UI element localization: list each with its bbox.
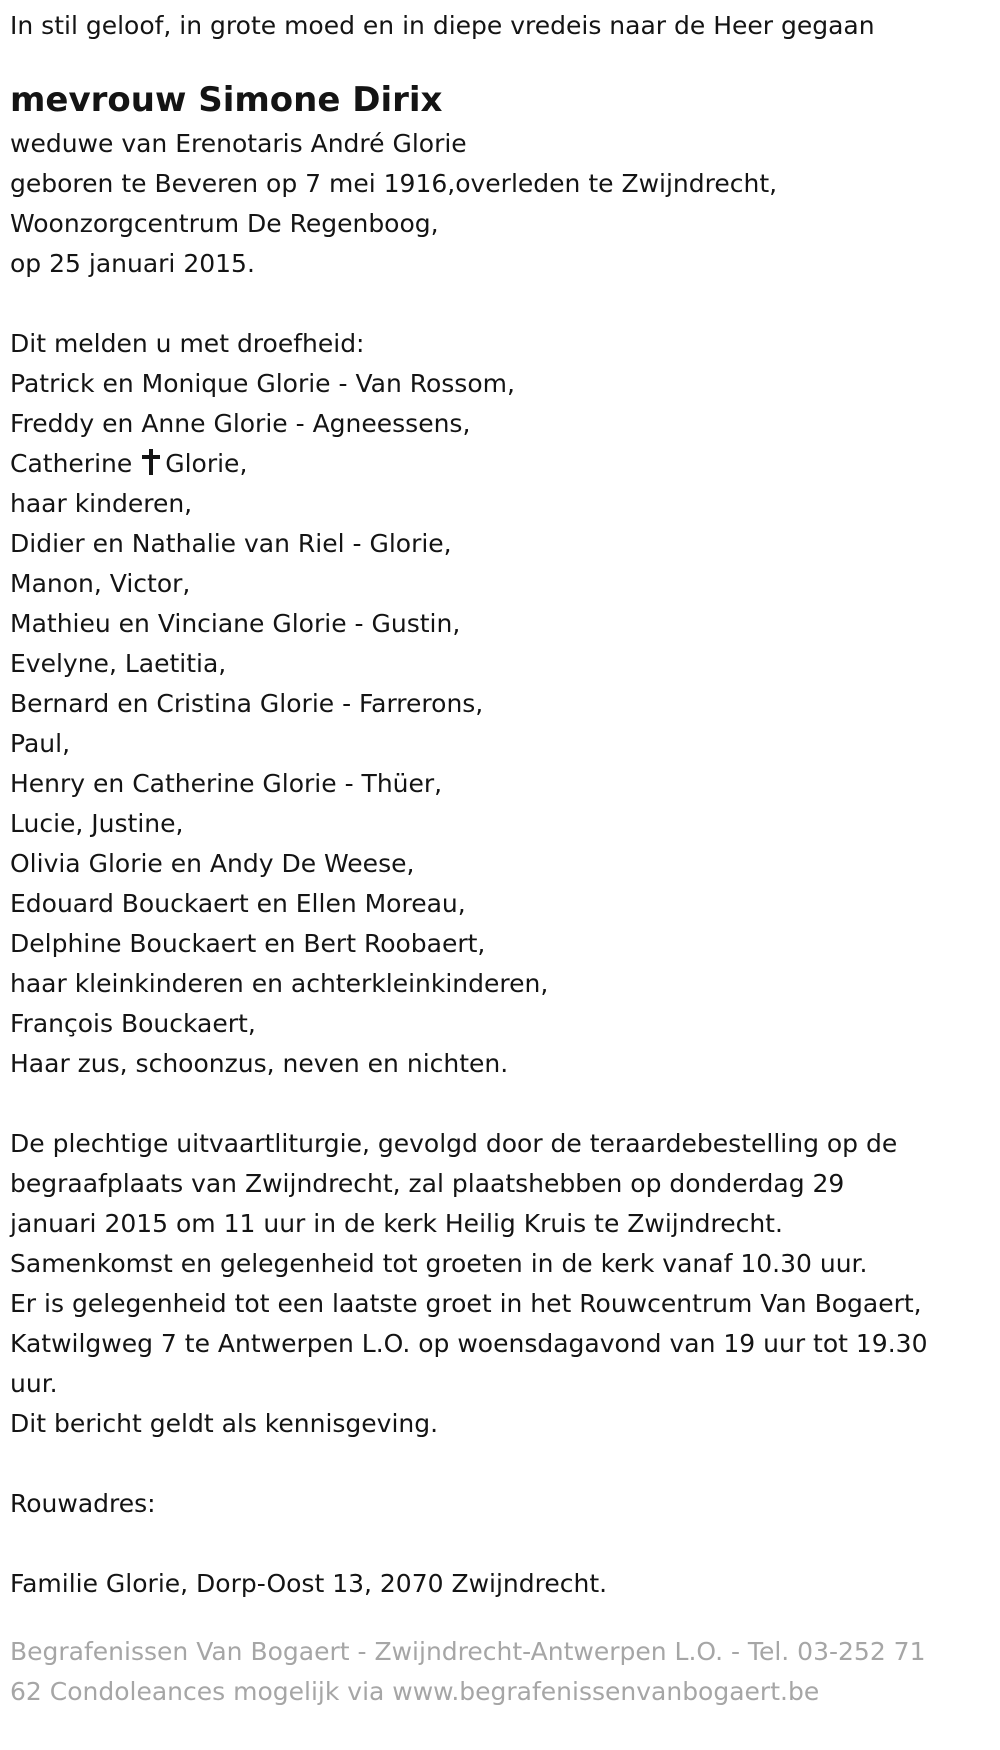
mourner-line: Evelyne, Laetitia, xyxy=(10,649,227,678)
mourner-first-name: Catherine xyxy=(10,449,133,478)
ceremony-line: Katwilgweg 7 te Antwerpen L.O. op woensdagavond van 19 uur tot 19.30 xyxy=(10,1329,928,1358)
address-value: Familie Glorie, Dorp-Oost 13, 2070 Zwijndrecht. xyxy=(10,1569,608,1598)
footer-line: Begrafenissen Van Bogaert - Zwijndrecht-Antwerpen L.O. - Tel. 03-252 71 xyxy=(10,1637,926,1666)
mourner-line: Edouard Bouckaert en Ellen Moreau, xyxy=(10,889,466,918)
funeral-home-footer xyxy=(10,1632,985,1712)
intro-text: In stil geloof, in grote moed en in diepe vredeis naar de Heer gegaan xyxy=(10,11,875,40)
mourner-line: Manon, Victor, xyxy=(10,569,191,598)
footer-line: 62 Condoleances mogelijk via www.begrafenissenvanbogaert.be xyxy=(10,1677,820,1706)
mourners-heading: Dit melden u met droefheid: xyxy=(10,329,365,358)
mourner-line: Patrick en Monique Glorie - Van Rossom, xyxy=(10,369,515,398)
care-home-line: Woonzorgcentrum De Regenboog, xyxy=(10,209,439,238)
ceremony-line: De plechtige uitvaartliturgie, gevolgd door de teraardebestelling op de xyxy=(10,1129,898,1158)
mourner-line: Olivia Glorie en Andy De Weese, xyxy=(10,849,415,878)
mourner-line: Mathieu en Vinciane Glorie - Gustin, xyxy=(10,609,461,638)
mourner-last-name: Glorie, xyxy=(165,449,248,478)
mourner-line: Lucie, Justine, xyxy=(10,809,184,838)
mourner-line: Henry en Catherine Glorie - Thüer, xyxy=(10,769,443,798)
spacer xyxy=(10,1524,985,1564)
mourners-list xyxy=(10,324,985,1084)
widow-line: weduwe van Erenotaris André Glorie xyxy=(10,129,467,158)
obituary-notice xyxy=(10,6,985,1712)
mourner-line: Didier en Nathalie van Riel - Glorie, xyxy=(10,529,452,558)
mourner-line-deceased-daughter xyxy=(10,444,985,484)
mourner-line: François Bouckaert, xyxy=(10,1009,256,1038)
ceremony-line: Dit bericht geldt als kennisgeving. xyxy=(10,1409,439,1438)
ceremony-line: uur. xyxy=(10,1369,58,1398)
deceased-details xyxy=(10,124,985,284)
spacer xyxy=(10,1444,985,1484)
ceremony-line: Samenkomst en gelegenheid tot groeten in de kerk vanaf 10.30 uur. xyxy=(10,1249,868,1278)
mourner-line: Paul, xyxy=(10,729,71,758)
mourner-line: Freddy en Anne Glorie - Agneessens, xyxy=(10,409,471,438)
deceased-name: mevrouw Simone Dirix xyxy=(10,80,443,120)
spacer xyxy=(10,1084,985,1124)
mourner-line: Bernard en Cristina Glorie - Farrerons, xyxy=(10,689,484,718)
ceremony-line: Er is gelegenheid tot een laatste groet in het Rouwcentrum Van Bogaert, xyxy=(10,1289,922,1318)
cross-icon xyxy=(142,449,159,475)
mourner-line: Delphine Bouckaert en Bert Roobaert, xyxy=(10,929,486,958)
ceremony-line: begraafplaats van Zwijndrecht, zal plaatshebben op donderdag 29 xyxy=(10,1169,845,1198)
mourner-line: haar kinderen, xyxy=(10,489,193,518)
birth-death-line: geboren te Beveren op 7 mei 1916,overleden te Zwijndrecht, xyxy=(10,169,778,198)
mourner-line: Haar zus, schoonzus, neven en nichten. xyxy=(10,1049,509,1078)
ceremony-details xyxy=(10,1124,985,1444)
mourner-line: haar kleinkinderen en achterkleinkinderen, xyxy=(10,969,549,998)
ceremony-line: januari 2015 om 11 uur in de kerk Heilig Kruis te Zwijndrecht. xyxy=(10,1209,783,1238)
spacer xyxy=(10,284,985,324)
death-date-line: op 25 januari 2015. xyxy=(10,249,255,278)
address-label: Rouwadres: xyxy=(10,1489,156,1518)
